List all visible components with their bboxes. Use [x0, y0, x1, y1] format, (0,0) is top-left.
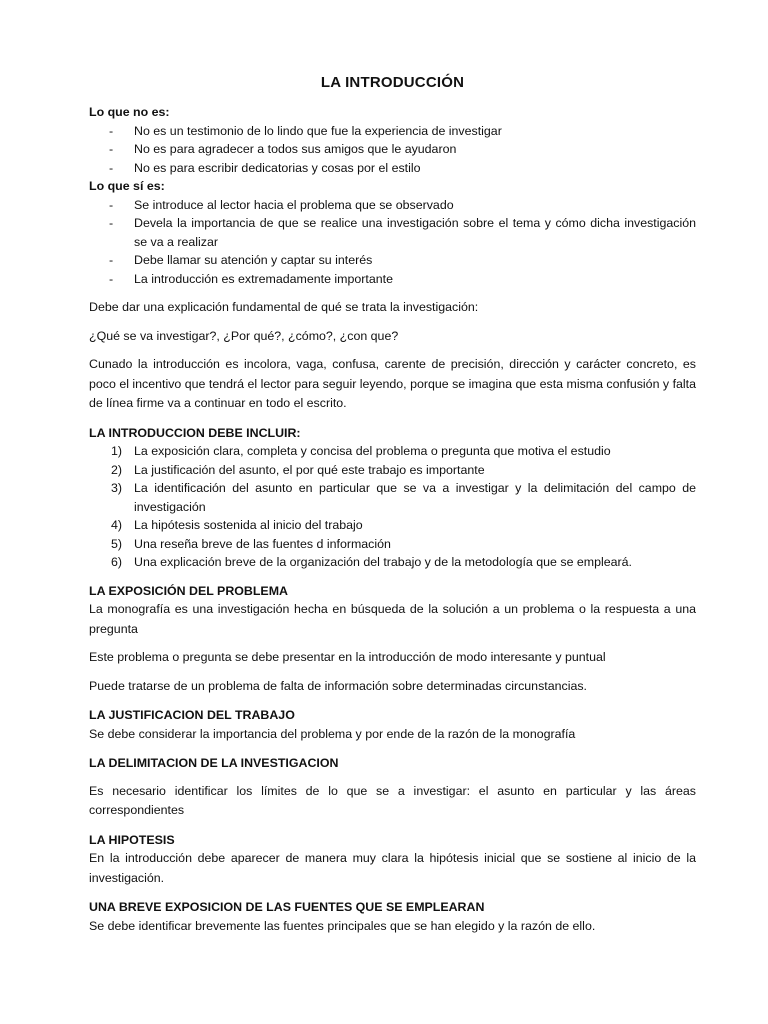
list-item-text: La exposición clara, completa y concisa del problema o pregunta que motiva el estudio — [134, 444, 611, 458]
document-body — [89, 74, 696, 936]
list-item-text: La justificación del asunto, el por qué este trabajo es importante — [134, 462, 485, 477]
page-title: LA INTRODUCCIÓN — [320, 74, 465, 91]
list-number: 3) — [111, 481, 123, 495]
list-item — [89, 159, 696, 178]
paragraph-fuentes: Se debe identificar brevemente las fuentes principales que se han elegido y la razón de ello. — [89, 918, 596, 933]
bullet-dash: - — [109, 142, 114, 156]
list-lo-que-si-es — [89, 196, 696, 289]
list-number: 2) — [111, 462, 123, 477]
list-number: 6) — [111, 555, 123, 569]
list-item — [89, 270, 696, 289]
bullet-dash: - — [109, 216, 114, 230]
bullet-dash: - — [109, 253, 114, 267]
list-item — [89, 122, 696, 141]
paragraph-monografia: La monografía es una investigación hecha en búsqueda de la solución a un problema o la respuesta a una pregunta — [89, 602, 696, 636]
list-item-text: No es para agradecer a todos sus amigos que le ayudaron — [134, 142, 457, 156]
paragraph-hipotesis: En la introducción debe aparecer de manera muy clara la hipótesis inicial que se sostiene al inicio de la investigación. — [89, 851, 696, 885]
list-item — [89, 442, 696, 461]
bullet-dash: - — [109, 123, 114, 138]
bullet-dash: - — [109, 271, 114, 286]
list-item — [89, 516, 696, 535]
list-debe-incluir — [89, 442, 696, 572]
list-item-text: Una reseña breve de las fuentes d información — [134, 536, 391, 551]
list-number: 5) — [111, 536, 123, 551]
heading-fuentes: UNA BREVE EXPOSICION DE LAS FUENTES QUE SE EMPLEARAN — [89, 900, 485, 914]
heading-debe-incluir: LA INTRODUCCION DEBE INCLUIR: — [89, 425, 301, 440]
list-item — [89, 535, 696, 554]
list-lo-que-no-es — [89, 122, 696, 178]
list-item-text: La introducción es extremadamente importante — [134, 271, 393, 286]
paragraph-delimitacion: Es necesario identificar los límites de lo que se a investigar: el asunto en particular y las áreas correspondientes — [89, 783, 696, 817]
paragraph-preguntas: ¿Qué se va investigar?, ¿Por qué?, ¿cómo?, ¿con que? — [89, 328, 399, 343]
paragraph-problema: Este problema o pregunta se debe presentar en la introducción de modo interesante y puntual — [89, 650, 606, 664]
list-item — [89, 553, 696, 572]
list-item-text: No es para escribir dedicatorias y cosas por el estilo — [134, 160, 421, 175]
heading-lo-que-si-es: Lo que sí es: — [89, 179, 165, 193]
paragraph-explicacion: Debe dar una explicación fundamental de qué se trata la investigación: — [89, 300, 479, 314]
list-item-text: La identificación del asunto en particular que se va a investigar y la delimitación del campo de investigación — [134, 481, 696, 514]
bullet-dash: - — [109, 160, 114, 175]
list-item — [89, 251, 696, 270]
list-item — [89, 196, 696, 215]
list-item — [89, 461, 696, 480]
heading-hipotesis: LA HIPOTESIS — [89, 832, 175, 847]
heading-lo-que-no-es: Lo que no es: — [89, 105, 170, 119]
list-number: 4) — [111, 518, 123, 532]
heading-delimitacion: LA DELIMITACION DE LA INVESTIGACION — [89, 756, 339, 770]
list-item — [89, 479, 696, 516]
paragraph-cunado: Cunado la introducción es incolora, vaga, confusa, carente de precisión, dirección y carácter concreto, es poco el incentivo que tendrá el lector para seguir leyendo, porque se imagina que esta misma confusión y falta de línea firme va a continuar en todo el escrito. — [89, 357, 696, 410]
list-item-text: Debe llamar su atención y captar su interés — [134, 253, 373, 267]
list-number: 1) — [111, 444, 123, 458]
list-item-text: La hipótesis sostenida al inicio del trabajo — [134, 518, 363, 532]
heading-justificacion: LA JUSTIFICACION DEL TRABAJO — [89, 708, 295, 722]
paragraph-falta-informacion: Puede tratarse de un problema de falta de información sobre determinadas circunstancias. — [89, 678, 587, 693]
list-item — [89, 140, 696, 159]
list-item — [89, 214, 696, 251]
list-item-text: Se introduce al lector hacia el problema que se observado — [134, 197, 454, 212]
list-item-text: Una explicación breve de la organización del trabajo y de la metodología que se empleará. — [134, 555, 633, 569]
list-item-text: Devela la importancia de que se realice una investigación sobre el tema y cómo dicha investigación se va a realizar — [134, 216, 696, 249]
list-item-text: No es un testimonio de lo lindo que fue la experiencia de investigar — [134, 123, 502, 138]
paragraph-justificacion: Se debe considerar la importancia del problema y por ende de la razón de la monografía — [89, 726, 576, 741]
bullet-dash: - — [109, 197, 114, 212]
heading-exposicion: LA EXPOSICIÓN DEL PROBLEMA — [89, 583, 288, 598]
